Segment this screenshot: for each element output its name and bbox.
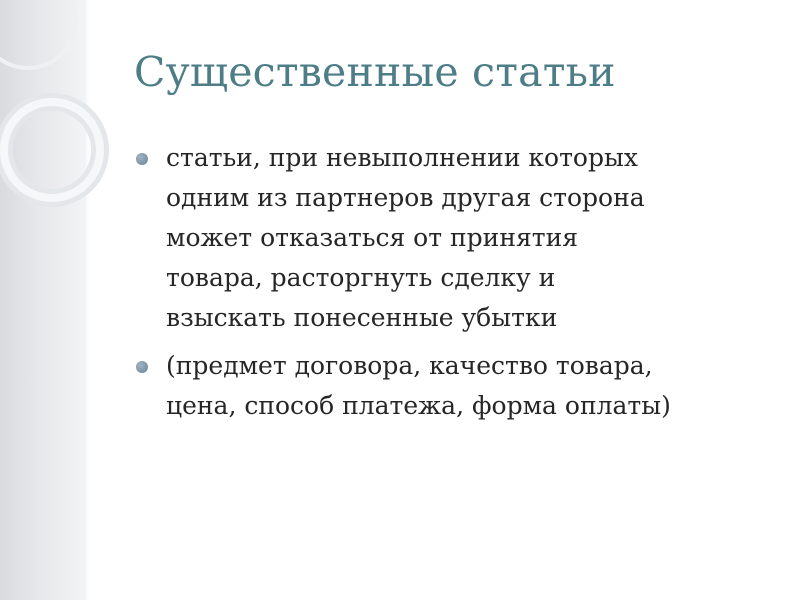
bullet-line: может отказаться от принятия bbox=[166, 223, 579, 252]
bullet-icon bbox=[136, 153, 148, 165]
bullet-line: товара, расторгнуть сделку и bbox=[166, 263, 556, 292]
bullet-item bbox=[136, 346, 776, 426]
bullet-line: взыскать понесенные убытки bbox=[166, 303, 558, 332]
bullet-line: статьи, при невыполнении которых bbox=[166, 143, 638, 172]
bullet-line: (предмет договора, качество товара, bbox=[166, 351, 653, 380]
bullet-list bbox=[136, 138, 776, 434]
bullet-line: одним из партнеров другая сторона bbox=[166, 183, 645, 212]
slide-title: Существенные статьи bbox=[134, 48, 616, 96]
bullet-icon bbox=[136, 361, 148, 373]
large-ring-inner bbox=[4, 102, 100, 198]
bullet-line: цена, способ платежа, форма оплаты) bbox=[166, 391, 671, 420]
bullet-item bbox=[136, 138, 776, 338]
decorative-circles bbox=[0, 0, 140, 220]
small-ring bbox=[0, 0, 76, 68]
